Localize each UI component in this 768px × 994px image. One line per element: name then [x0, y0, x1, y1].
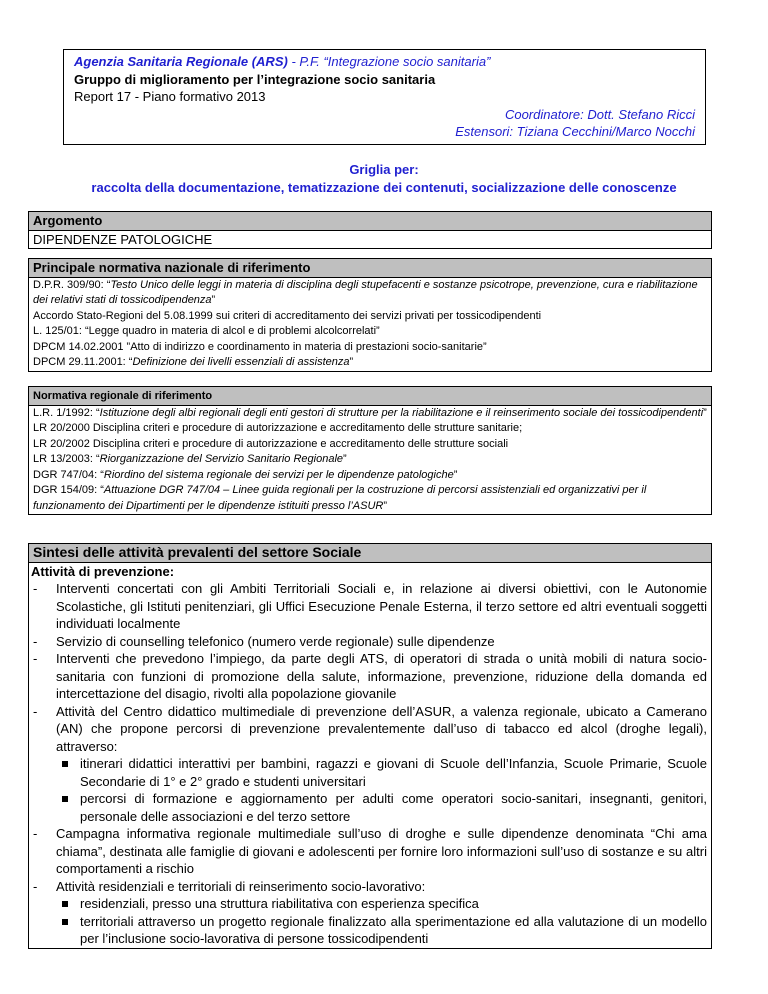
doc-title-line2: raccolta della documentazione, tematizzazione dei contenuti, socializzazione delle conoscenze [91, 179, 677, 195]
activity-item: - Interventi che prevedono l’impiego, da parte degli ATS, di operatori di strada o unità mobili di natura socio-sanitaria con funzioni di promozione della salute, informazione, prevenzione, riduzione della domanda ed intercettazione del disagio, rivolti alla popolazione giovanile [31, 650, 707, 703]
activity-item: - Interventi concertati con gli Ambiti Territoriali Sociali e, in relazione ai diversi obiettivi, con le Autonomie Scolastiche, gli Istituti penitenziari, gli Uffici Esecuzione Penale Esterna, il terzo settore ed altri eventuali soggetti individuati localmente [31, 580, 707, 633]
report-name: Report 17 - Piano formativo 2013 [74, 89, 266, 104]
argomento-value: DIPENDENZE PATOLOGICHE [33, 231, 213, 247]
activity-subitem: territoriali attraverso un progetto regionale finalizzato alla sperimentazione ed alla valutazione di un modello per l’inclusione socio-lavorativa di persone tossicodipendenti [56, 913, 707, 948]
agency-suffix: - P.F. “Integrazione socio sanitaria” [287, 54, 491, 69]
regionale-list [29, 406, 711, 515]
doc-title-line1: Griglia per: [349, 162, 419, 177]
section-sintesi-attivita [28, 543, 712, 949]
activity-sublist [56, 755, 707, 825]
sintesi-heading: Sintesi delle attività prevalenti del settore Sociale [29, 544, 711, 563]
nazionale-item: D.P.R. 309/90: “Testo Unico delle leggi in materia di disciplina degli stupefacenti e sostanze psicotrope, prevenzione, cura e riabilitazione dei relativi stati di tossicodipendenza” [33, 278, 698, 306]
section-normativa-nazionale [28, 258, 712, 372]
coordinator: Coordinatore: Dott. Stefano Ricci [504, 106, 695, 122]
nazionale-item: Accordo Stato-Regioni del 5.08.1999 sui criteri di accreditamento dei servizi privati per tossicodipendenti [33, 309, 542, 322]
nazionale-heading: Principale normativa nazionale di riferimento [29, 259, 711, 278]
activity-subitem: itinerari didattici interattivi per bambini, ragazzi e giovani di Scuole dell’Infanzia, Scuole Primarie, Scuole Secondarie di 1° e 2° grado e studenti universitari [56, 755, 707, 790]
nazionale-item: DPCM 14.02.2001 ”Atto di indirizzo e coordinamento in materia di prestazioni socio-sanitarie” [33, 340, 487, 353]
agency-name: Agenzia Sanitaria Regionale (ARS) [74, 54, 288, 69]
section-argomento [28, 211, 712, 249]
nazionale-item: DPCM 29.11.2001: “Definizione dei livelli essenziali di assistenza” [33, 356, 354, 368]
regionale-item: L.R. 1/1992: “Istituzione degli albi regionali degli enti gestori di strutture per la riabilitazione e il reinserimento sociale dei tossicodipendenti” [33, 406, 707, 419]
activity-subitem: residenziali, presso una struttura riabilitativa con esperienza specifica [56, 895, 707, 913]
activity-item: - Servizio di counselling telefonico (numero verde regionale) sulle dipendenze [31, 633, 707, 651]
activity-list [31, 580, 707, 948]
sintesi-body [29, 563, 711, 948]
regionale-heading: Normativa regionale di riferimento [29, 387, 711, 406]
sintesi-subheading: Attività di prevenzione: [31, 563, 175, 579]
regionale-item: DGR 747/04: “Riordino del sistema regionale dei servizi per le dipendenze patologiche” [33, 468, 458, 481]
section-normativa-regionale [28, 386, 712, 515]
activity-item: - Attività del Centro didattico multimediale di prevenzione dell’ASUR, a valenza regionale, ubicato a Camerano (AN) che propone percorsi di prevenzione prevalentemente dall’uso di tabacco ed alcol (droghe legali), attraverso: itinerari didattici interattivi per bambini, ragazzi e giovani di Scuole dell’Infanzia, Scuole Primarie, Scuole Secondarie di 1° e 2° grado e studenti universitari percorsi di formazione e aggiornamento per adulti come operatori socio-sanitari, insegnanti, genitori, personale delle associazioni e del terzo settore [31, 703, 707, 826]
activity-sublist [56, 895, 707, 948]
regionale-item: LR 20/2000 Disciplina criteri e procedure di autorizzazione e accreditamento delle strutture sanitarie; [33, 422, 523, 434]
regionale-item: LR 13/2003: “Riorganizzazione del Servizio Sanitario Regionale” [33, 453, 347, 465]
nazionale-list [29, 278, 711, 371]
activity-item: - Campagna informativa regionale multimediale sull’uso di droghe e sulle dipendenze denominata “Chi ama chiama”, destinata alle famiglie di giovani e adolescenti per fornire loro informazioni sull’uso di sostanze e su altri comportamenti a rischio [31, 825, 707, 878]
argomento-heading: Argomento [29, 212, 711, 231]
activity-item: - Attività residenziali e territoriali di reinserimento socio-lavorativo: residenziali, presso una struttura riabilitativa con esperienza specifica territoriali attraverso un progetto regionale finalizzato alla sperimentazione ed alla valutazione di un modello per l’inclusione socio-lavorativa di persone tossicodipendenti [31, 878, 707, 948]
nazionale-item: L. 125/01: “Legge quadro in materia di alcol e di problemi alcolcorrelati” [33, 325, 380, 337]
group-name: Gruppo di miglioramento per l’integrazione socio sanitaria [74, 71, 436, 87]
regionale-item: LR 20/2002 Disciplina criteri e procedure di autorizzazione e accreditamento delle strutture sociali [33, 437, 509, 450]
report-header-box [63, 49, 706, 145]
activity-subitem: percorsi di formazione e aggiornamento per adulti come operatori socio-sanitari, insegnanti, genitori, personale delle associazioni e del terzo settore [56, 790, 707, 825]
authors: Estensori: Tiziana Cecchini/Marco Nocchi [455, 124, 695, 139]
agency-line [74, 53, 695, 71]
regionale-item: DGR 154/09: “Attuazione DGR 747/04 – Linee guida regionali per la costruzione di percorsi assistenziali ed organizzativi per il funzionamento dei Dipartimenti per le dipendenze istituiti presso l’ASUR” [33, 484, 647, 512]
doc-title [40, 161, 728, 196]
